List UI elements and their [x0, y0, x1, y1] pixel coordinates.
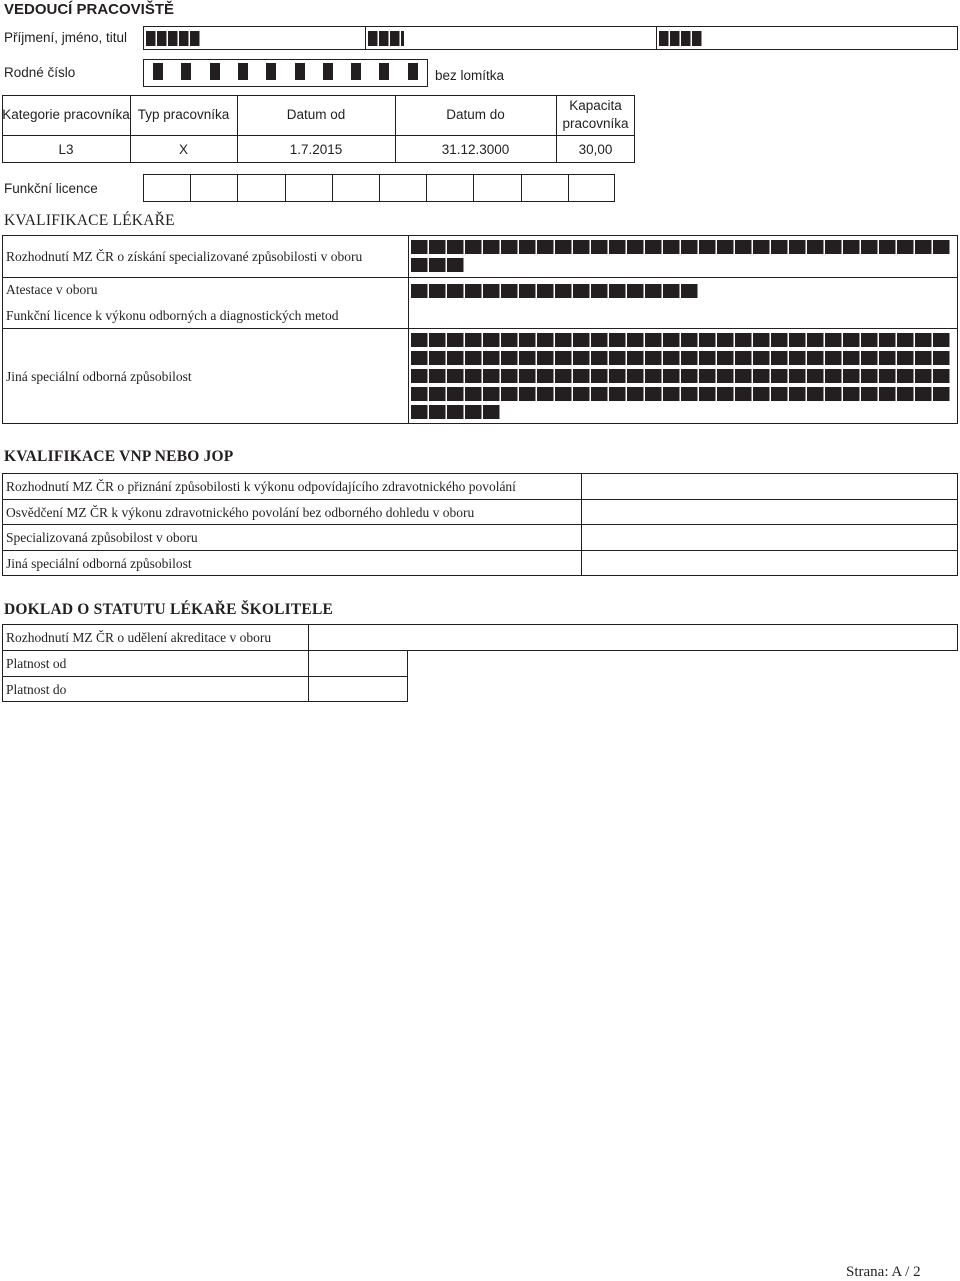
- section-title-workplace-head: VEDOUCÍ PRACOVIŠTĚ: [4, 1, 175, 18]
- functional-license-label: Funkční licence: [4, 181, 98, 196]
- redacted-birth-digit: [323, 63, 333, 80]
- redacted-birth-digit: [181, 63, 191, 80]
- section-title-trainer-status: DOKLAD O STATUTU LÉKAŘE ŠKOLITELE: [4, 601, 334, 618]
- license-cell-divider: [426, 174, 427, 202]
- col-header-type: Typ pracovníka: [137, 107, 230, 123]
- redacted-surname: [146, 31, 200, 46]
- col-header-date-from: Datum od: [286, 107, 346, 123]
- redacted-specialization-line2: [411, 258, 465, 272]
- license-cell-divider: [473, 174, 474, 202]
- row-functional-license-methods-label: Funkční licence k výkonu odborných a diagnostických metod: [6, 308, 339, 323]
- redacted-other-line5: [411, 405, 501, 419]
- birth-number-note: bez lomítka: [435, 68, 505, 83]
- license-cell-divider: [521, 174, 522, 202]
- redacted-birth-digit: [153, 63, 163, 80]
- row-attestation-label: Atestace v oboru: [6, 282, 98, 297]
- redacted-attestation: [411, 284, 699, 298]
- row-competence-decision-label: Rozhodnutí MZ ČR o přiznání způsobilosti k výkonu odpovídajícího zdravotnického povolání: [6, 479, 516, 494]
- cell-category: L3: [58, 141, 74, 157]
- license-cell-divider: [379, 174, 380, 202]
- redacted-other-line4: [411, 387, 951, 401]
- license-cell-divider: [190, 174, 191, 202]
- name-label: Příjmení, jméno, titul: [4, 30, 128, 45]
- redacted-birth-digit: [295, 63, 305, 80]
- redacted-birth-digit: [266, 63, 276, 80]
- redacted-other-line2: [411, 351, 951, 365]
- row-other-competence-label: Jiná speciální odborná způsobilost: [6, 369, 192, 384]
- col-header-category: Kategorie pracovníka: [2, 107, 130, 123]
- redacted-birth-digit: [379, 63, 389, 80]
- license-cell-divider: [332, 174, 333, 202]
- cell-date-from: 1.7.2015: [289, 141, 343, 157]
- redacted-other-line1: [411, 333, 951, 347]
- section-title-vnp-qualification: KVALIFIKACE VNP NEBO JOP: [4, 448, 234, 465]
- row-valid-to-label: Platnost do: [6, 682, 67, 697]
- col-header-date-to: Datum do: [446, 107, 505, 123]
- cell-date-to: 31.12.3000: [441, 141, 510, 157]
- section-title-doctor-qualification: KVALIFIKACE LÉKAŘE: [4, 212, 175, 229]
- row-accreditation-label: Rozhodnutí MZ ČR o udělení akreditace v oboru: [6, 630, 272, 645]
- col-header-capacity: Kapacita pracovníka: [562, 98, 629, 131]
- redacted-title: [659, 31, 703, 46]
- redacted-other-line3: [411, 369, 951, 383]
- row-certificate-label: Osvědčení MZ ČR k výkonu zdravotnického povolání bez odborného dohledu v oboru: [6, 505, 475, 520]
- cell-type: X: [178, 141, 188, 157]
- name-field: [143, 26, 958, 50]
- license-cell-divider: [285, 174, 286, 202]
- birth-number-label: Rodné číslo: [4, 65, 76, 80]
- redacted-birth-digit: [351, 63, 361, 80]
- redacted-birth-digit: [210, 63, 220, 80]
- cell-capacity: 30,00: [578, 141, 613, 157]
- redacted-first-name: [368, 31, 404, 46]
- redacted-specialization-line1: [411, 240, 951, 254]
- license-cell-divider: [568, 174, 569, 202]
- redacted-birth-digit: [238, 63, 248, 80]
- row-valid-from-label: Platnost od: [6, 656, 67, 671]
- page-number: Strana: A / 2: [846, 1264, 921, 1280]
- row-other-competence-vnp-label: Jiná speciální odborná způsobilost: [6, 556, 192, 571]
- redacted-birth-digit: [408, 63, 418, 80]
- license-cell-divider: [237, 174, 238, 202]
- row-specialization-label: Rozhodnutí MZ ČR o získání specializované způsobilosti v oboru: [6, 249, 363, 264]
- row-specialized-competence-label: Specializovaná způsobilost v oboru: [6, 530, 198, 545]
